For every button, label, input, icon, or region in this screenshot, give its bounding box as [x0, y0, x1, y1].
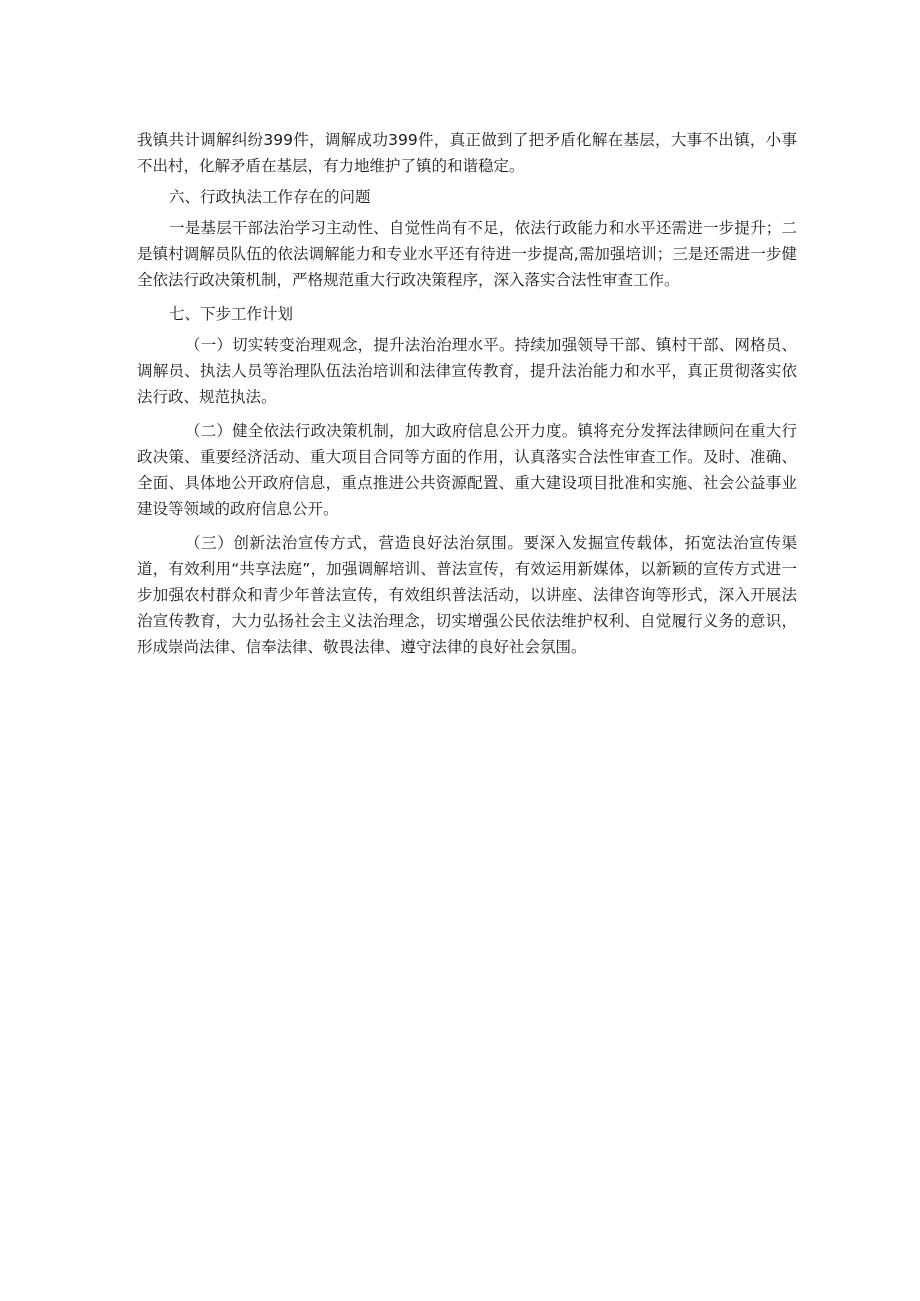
- document-body: [137, 127, 797, 660]
- paragraph-plan-item-3: （三）创新法治宣传方式，营造良好法治氛围。要深入发掘宣传载体，拓宽法治宣传渠道，有效利用“共享法庭”，加强调解培训、普法宣传，有效运用新媒体，以新颖的宣传方式进一步加强农村群众和青少年普法宣传，有效组织普法活动，以讲座、法律咨询等形式，深入开展法治宣传教育，大力弘扬社会主义法治理念，切实增强公民依法维护权利、自觉履行义务的意识，形成崇尚法律、信奉法律、敬畏法律、遵守法律的良好社会氛围。: [137, 534, 797, 656]
- section-heading-problems: 六、行政执法工作存在的问题: [169, 188, 371, 206]
- section-heading-next-plan: 七、下步工作计划: [169, 305, 294, 323]
- paragraph-plan-item-2: （二）健全依法行政决策机制，加大政府信息公开力度。镇将充分发挥法律顾问在重大行政决策、重要经济活动、重大项目合同等方面的作用，认真落实合法性审查工作。及时、准确、全面、具体地公开政府信息，重点推进公共资源配置、重大建设项目批准和实施、社会公益事业建设等领域的政府信息公开。: [137, 422, 797, 518]
- paragraph-mediation-summary: 我镇共计调解纠纷399件，调解成功399件，真正做到了把矛盾化解在基层，大事不出镇，小事不出村，化解矛盾在基层，有力地维护了镇的和谐稳定。: [137, 131, 797, 175]
- paragraph-problems: 一是基层干部法治学习主动性、自觉性尚有不足，依法行政能力和水平还需进一步提升；二是镇村调解员队伍的依法调解能力和专业水平还有待进一步提高,需加强培训；三是还需进一步健全依法行政决策机制，严格规范重大行政决策程序，深入落实合法性审查工作。: [137, 219, 797, 289]
- paragraph-plan-item-1: （一）切实转变治理观念，提升法治治理水平。持续加强领导干部、镇村干部、网格员、调解员、执法人员等治理队伍法治培训和法律宣传教育，提升法治能力和水平，真正贯彻落实依法行政、规范执法。: [137, 336, 797, 406]
